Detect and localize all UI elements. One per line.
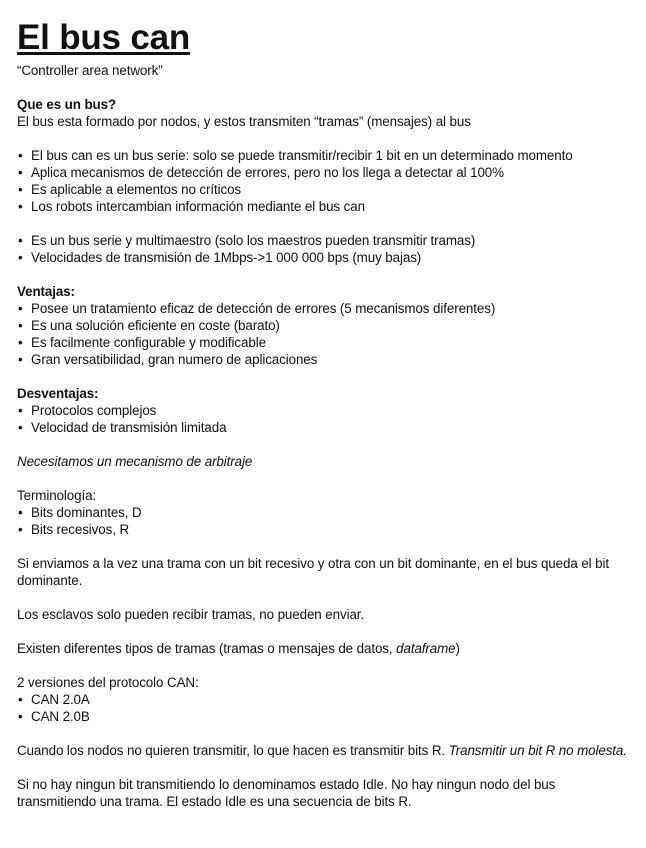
section-heading-bus: Que es un bus? [17, 97, 117, 112]
list-item: • CAN 2.0A [17, 691, 628, 708]
list-item: • El bus can es un bus serie: solo se puede transmitir/recibir 1 bit en un determinado momento [17, 147, 628, 164]
list-item: • CAN 2.0B [17, 708, 628, 725]
bullet-list-serial [17, 232, 628, 266]
frame-types-close: ) [455, 641, 460, 656]
recessive-italic: Transmitir un bit R no molesta. [448, 743, 627, 758]
section-heading-versions: 2 versiones del protocolo CAN: [17, 675, 199, 690]
bullet-list-versions [17, 691, 628, 725]
list-item: • Posee un tratamiento eficaz de detección de errores (5 mecanismos diferentes) [17, 300, 628, 317]
paragraph-slaves: Los esclavos solo pueden recibir tramas, no pueden enviar. [17, 607, 365, 622]
bullet-list-features [17, 147, 628, 215]
paragraph-frame-types [17, 640, 628, 657]
section-heading-desventajas: Desventajas: [17, 386, 99, 401]
list-item: • Es facilmente configurable y modificable [17, 334, 628, 351]
paragraph-recessive-bits [17, 742, 628, 759]
bullet-list-ventajas [17, 300, 628, 368]
list-item: • Bits recesivos, R [17, 521, 628, 538]
subtitle: “Controller area network” [17, 63, 163, 78]
list-item: • Protocolos complejos [17, 402, 628, 419]
frame-types-italic: dataframe [396, 641, 456, 656]
paragraph-idle-state: Si no hay ningun bit transmitiendo lo denominamos estado Idle. No hay ningun nodo del bus transmitiendo una trama. El estado Idle es una secuencia de bits R. [17, 777, 556, 809]
bullet-list-terminologia [17, 504, 628, 538]
recessive-text: Cuando los nodos no quieren transmitir, lo que hacen es transmitir bits R. [17, 743, 449, 758]
list-item: • Es un bus serie y multimaestro (solo los maestros pueden transmitir tramas) [17, 232, 628, 249]
list-item: • Es una solución eficiente en coste (barato) [17, 317, 628, 334]
section-heading-terminologia: Terminología: [17, 488, 97, 503]
list-item: • Los robots intercambian información mediante el bus can [17, 198, 628, 215]
list-item: • Velocidades de transmisión de 1Mbps->1 000 000 bps (muy bajas) [17, 249, 628, 266]
bus-definition: El bus esta formado por nodos, y estos transmiten “tramas” (mensajes) al bus [17, 114, 471, 129]
list-item: • Es aplicable a elementos no críticos [17, 181, 628, 198]
list-item: • Aplica mecanismos de detección de errores, pero no los llega a detectar al 100% [17, 164, 628, 181]
paragraph-dominant-bit: Si enviamos a la vez una trama con un bit recesivo y otra con un bit dominante, en el bus queda el bit dominante. [17, 556, 609, 588]
bullet-list-desventajas [17, 402, 628, 436]
list-item: • Velocidad de transmisión limitada [17, 419, 628, 436]
page-title: El bus can [17, 18, 191, 57]
arbitration-note: Necesitamos un mecanismo de arbitraje [17, 454, 253, 469]
section-heading-ventajas: Ventajas: [17, 284, 75, 299]
frame-types-text: Existen diferentes tipos de tramas (tramas o mensajes de datos, [17, 641, 397, 656]
list-item: • Gran versatibilidad, gran numero de aplicaciones [17, 351, 628, 368]
list-item: • Bits dominantes, D [17, 504, 628, 521]
